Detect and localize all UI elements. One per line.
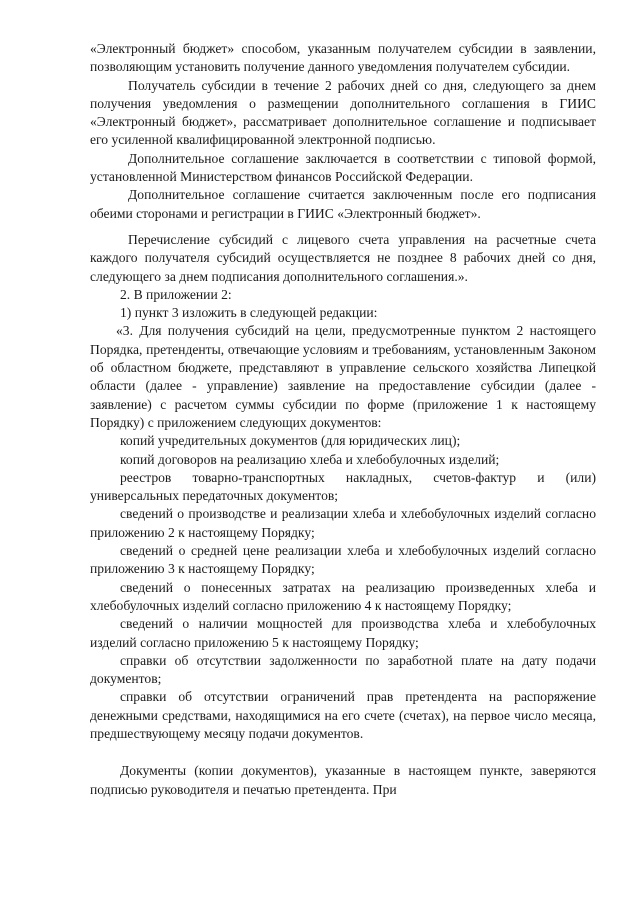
list-item-8: справки об отсутствии задолженности по заработной плате на дату подачи документов; (90, 652, 596, 687)
paragraph-3: Дополнительное соглашение заключается в соответствии с типовой формой, установленной Министерством финансов Российской Федерации. (90, 150, 596, 185)
paragraph-1: «Электронный бюджет» способом, указанным получателем субсидии в заявлении, позволяющим установить получение данного уведомления получателем субсидии. (90, 41, 596, 75)
list-item-1: копий учредительных документов (для юридических лиц); (120, 433, 461, 449)
paragraph-5: Перечисление субсидий с лицевого счета управления на расчетные счета каждого получателя субсидий осуществляется не позднее 8 рабочих дней со дня, следующего за днем подписания дополнительного соглашения.». (90, 231, 596, 284)
list-item-2: копий договоров на реализацию хлеба и хлебобулочных изделий; (120, 451, 500, 467)
list-item-6: сведений о понесенных затратах на реализацию произведенных хлеба и хлебобулочных изделий согласно приложению 4 к настоящему Порядку; (90, 579, 596, 613)
document-page (90, 40, 596, 799)
paragraph-2: Получатель субсидии в течение 2 рабочих дней со дня, следующего за днем получения уведомления о размещении дополнительного соглашения в ГИИС «Электронный бюджет», рассматривает дополнительное соглашение и подписывает его усиленной квалифицированной электронной подписью. (90, 77, 596, 148)
list-item-5: сведений о средней цене реализации хлеба и хлебобулочных изделий согласно приложению 3 к настоящему Порядку; (90, 543, 596, 577)
list-item-3: реестров товарно-транспортных накладных, счетов-фактур и (или) универсальных передаточных документов; (90, 469, 596, 504)
paragraph-7: 1) пункт 3 изложить в следующей редакции: (120, 305, 378, 321)
list-item-9: справки об отсутствии ограничений прав претендента на распоряжение денежными средствами, находящимися на его счете (счетах), на первое число месяца, предшествующему месяцу подачи документов. (90, 689, 596, 741)
list-item-4: сведений о производстве и реализации хлеба и хлебобулочных изделий согласно приложению 2 к настоящему Порядку; (90, 506, 596, 540)
paragraph-final: Документы (копии документов), указанные в настоящем пункте, заверяются подписью руководителя и печатью претендента. При (90, 763, 596, 797)
paragraph-8: «3. Для получения субсидий на цели, предусмотренные пунктом 2 настоящего Порядка, претенденты, отвечающие условиям и требованиям, установленным Законом об областном бюджете, представляют в управление сельского хозяйства Липецкой области (далее - управление) заявление на предоставление субсидии (далее - заявление) с расчетом суммы субсидии по форме (приложение 1 к настоящему Порядку) с приложением следующих документов: (90, 323, 596, 430)
paragraph-6: 2. В приложении 2: (120, 286, 232, 302)
paragraph-4: Дополнительное соглашение считается заключенным после его подписания обеими сторонами и регистрации в ГИИС «Электронный бюджет». (90, 187, 596, 221)
list-item-7: сведений о наличии мощностей для производства хлеба и хлебобулочных изделий согласно приложению 5 к настоящему Порядку; (90, 616, 596, 650)
